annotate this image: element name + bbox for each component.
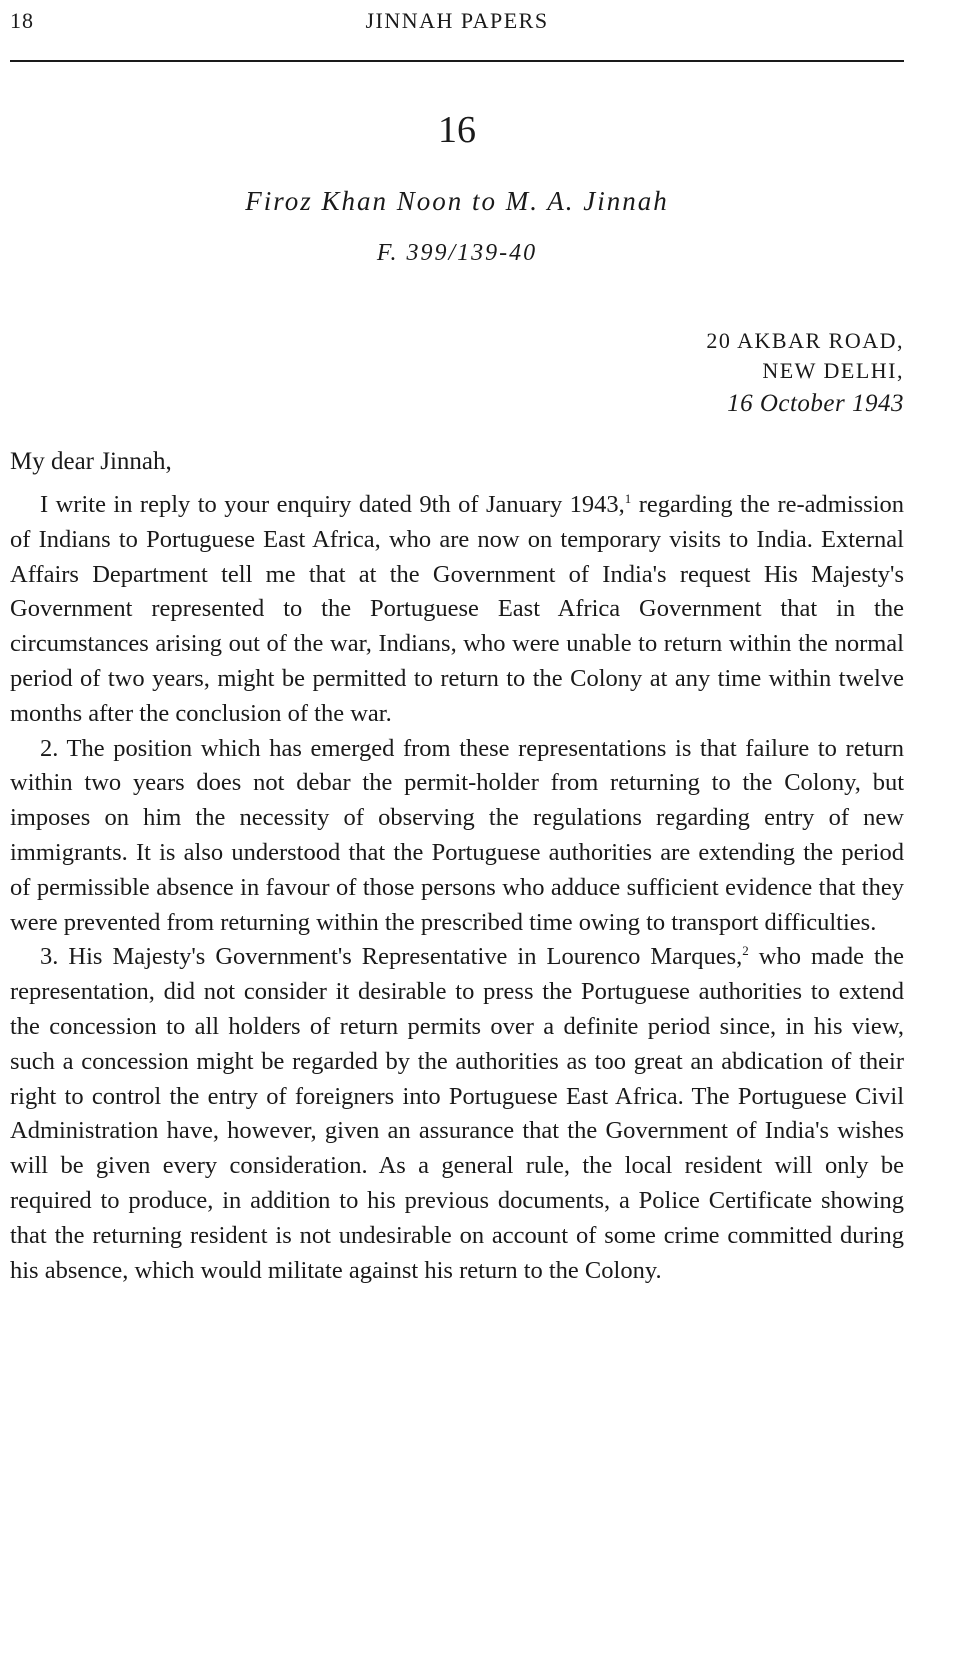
paragraph-text: regarding the re-admission of Indians to Portuguese East Africa, who are now on temporary visits to India. External Affairs Department tell me that at the Government of India's request His Majesty's Government represented to the Portuguese East Africa Government that in the circumstances arising out of the war, Indians, who were unable to return within the normal period of two years, might be permitted to return to the Colony at any time within twelve months after the conclusion of the war. [10,491,904,727]
address-line: NEW DELHI, [762,358,904,383]
sender-address [706,326,904,422]
running-title: JINNAH PAPERS [365,8,549,33]
letter-date: 16 October 1943 [727,390,904,417]
paragraph-text: who made the representation, did not consider it desirable to press the Portuguese authorities to extend the concession to all holders of return permits over a definite period since, in his view, such a concession might be regarded by the authorities as too great an abdication of their right to control the entry of foreigners into Portuguese East Africa. The Portuguese Civil Administration have, however, given an assurance that the Government of India's wishes will be given every consideration. As a general rule, the local resident will only be required to produce, in addition to his previous documents, a Police Certificate showing that the returning resident is not undesirable on account of some crime committed during his absence, which would militate against his return to the Colony. [10,943,904,1284]
paragraph-1 [10,488,904,732]
footnote-marker: 1 [624,490,632,506]
page-number: 18 [10,8,34,33]
address-line: 20 AKBAR ROAD, [706,328,904,353]
paragraph-text: 3. His Majesty's Government's Representative in Lourenco Marques, [40,943,743,971]
document-number: 16 [438,109,476,151]
document-reference: F. 399/139-40 [376,240,538,266]
header-rule [10,60,904,62]
salutation: My dear Jinnah, [10,448,172,475]
book-page [10,0,904,1654]
running-head [10,8,904,38]
paragraph-2 [10,732,904,941]
document-title: Firoz Khan Noon to M. A. Jinnah [245,186,669,216]
paragraph-text: 2. The position which has emerged from these representations is that failure to return within two years does not debar the permit-holder from returning to the Colony, but imposes on him the necessity of observing the regulations regarding entry of new immigrants. It is also understood that the Portuguese authorities are extending the period of permissible absence in favour of those persons who adduce sufficient evidence that they were prevented from returning within the prescribed time owing to transport difficulties. [10,734,904,936]
footnote-marker: 2 [742,943,749,959]
paragraph-text: I write in reply to your enquiry dated 9th of January 1943, [40,491,625,518]
paragraph-3 [10,940,904,1288]
letter-body [10,488,904,1288]
